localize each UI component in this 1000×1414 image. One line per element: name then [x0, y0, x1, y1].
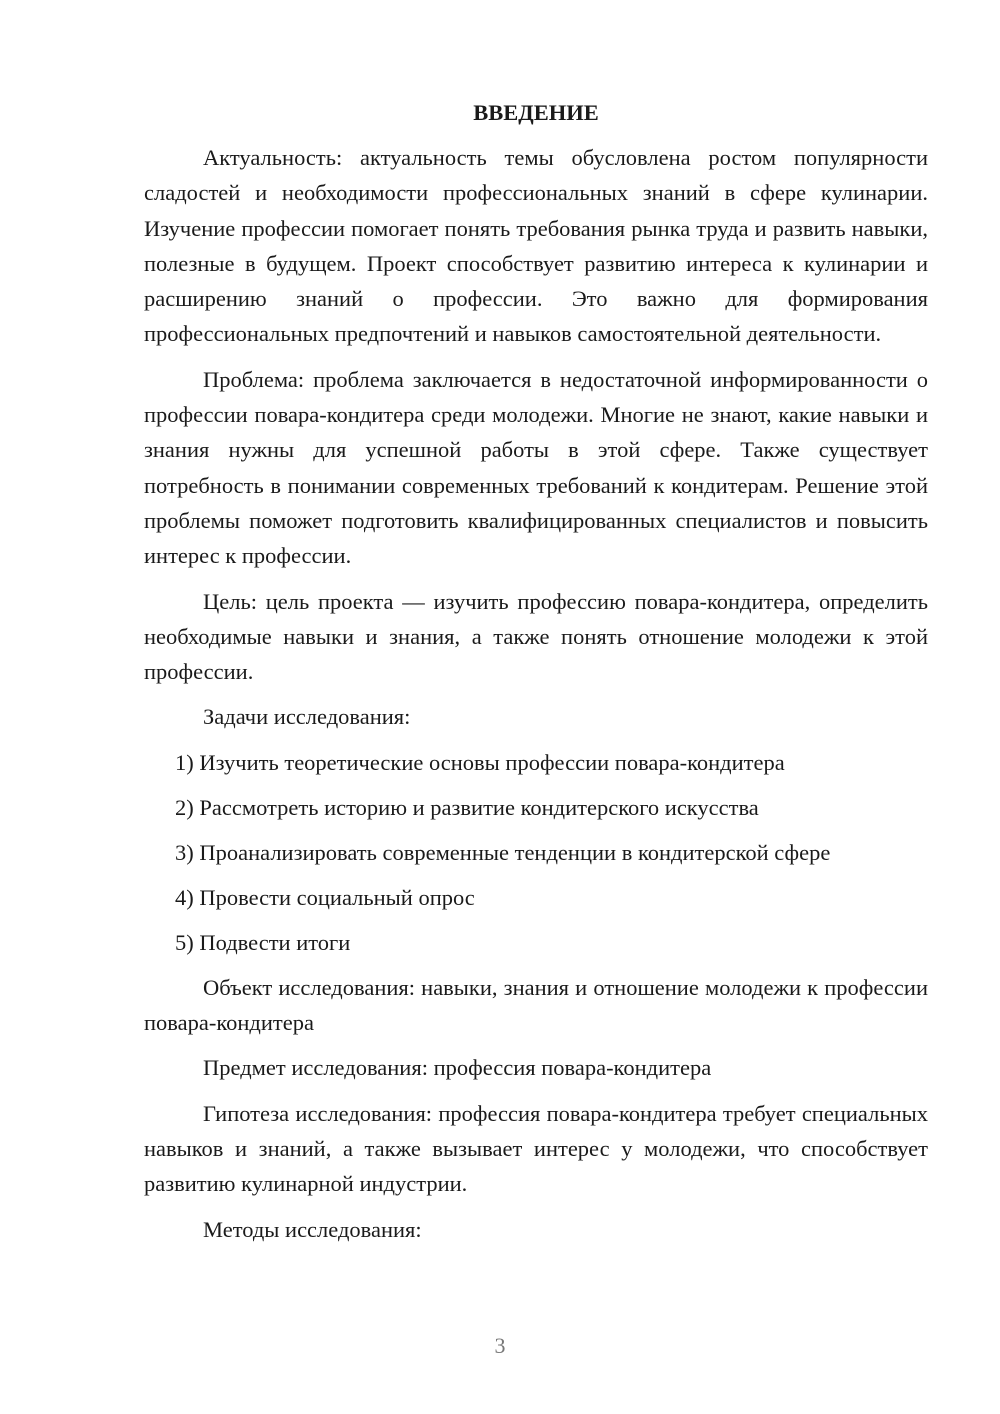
- paragraph-problem: Проблема: проблема заключается в недостаточной информированности о профессии повара-кондитера среди молодежи. Многие не знают, какие навыки и знания нужны для успешной работы в этой сфере. Также существует потребность в понимании современных требований к кондитерам. Решение этой проблемы поможет подготовить квалифицированных специалистов и повысить интерес к профессии.: [144, 366, 928, 569]
- list-item: 2) Рассмотреть историю и развитие кондитерского искусства: [175, 794, 759, 820]
- list-item: 5) Подвести итоги: [175, 929, 351, 955]
- paragraph-subject: Предмет исследования: профессия повара-кондитера: [203, 1055, 712, 1081]
- page-title: ВВЕДЕНИЕ: [473, 100, 599, 125]
- list-item: 1) Изучить теоретические основы профессии повара-кондитера: [175, 749, 785, 775]
- list-item: 3) Проанализировать современные тенденции в кондитерской сфере: [175, 839, 831, 865]
- paragraph-relevance: Актуальность: актуальность темы обусловлена ростом популярности сладостей и необходимости профессиональных знаний в сфере кулинарии. Изучение профессии помогает понять требования рынка труда и развить навыки, полезные в будущем. Проект способствует развитию интереса к кулинарии и расширению знаний о профессии. Это важно для формирования профессиональных предпочтений и навыков самостоятельной деятельности.: [144, 145, 928, 347]
- paragraph-hypothesis: Гипотеза исследования: профессия повара-кондитера требует специальных навыков и знаний, а также вызывает интерес у молодежи, что способствует развитию кулинарной индустрии.: [144, 1100, 928, 1197]
- methods-heading: Методы исследования:: [203, 1216, 422, 1242]
- paragraph-object: Объект исследования: навыки, знания и отношение молодежи к профессии повара-кондитера: [144, 974, 928, 1036]
- tasks-list: [144, 745, 928, 960]
- page-number: 3: [494, 1333, 506, 1358]
- tasks-heading: Задачи исследования:: [203, 704, 411, 730]
- list-item: 4) Провести социальный опрос: [175, 884, 475, 910]
- page-content: [144, 95, 928, 1257]
- paragraph-goal: Цель: цель проекта — изучить профессию повара-кондитера, определить необходимые навыки и знания, а также понять отношение молодежи к этой профессии.: [144, 588, 928, 685]
